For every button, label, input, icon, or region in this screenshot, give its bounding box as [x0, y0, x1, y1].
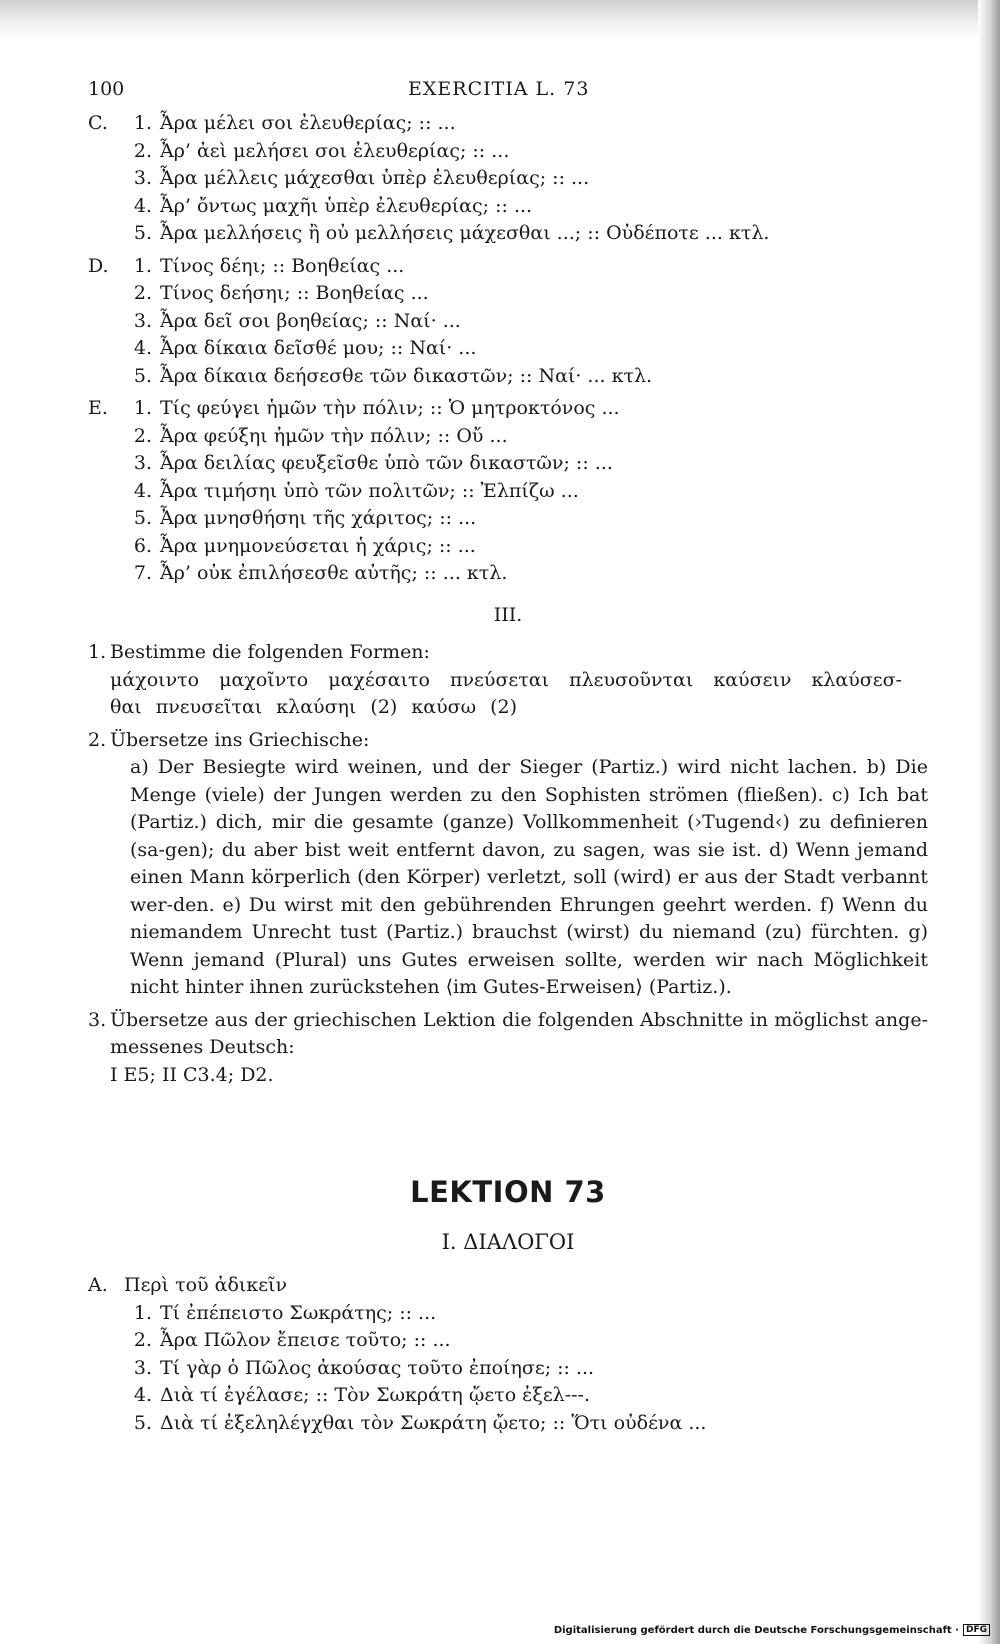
- item-number: 1.: [133, 254, 152, 277]
- exercise-number: 3.: [88, 1008, 107, 1031]
- item-text: Ἆρα μνημονεύσεται ἡ χάρις; :: ...: [160, 534, 476, 557]
- book-page: [88, 70, 928, 1437]
- item-number: 2.: [133, 282, 152, 304]
- dialog-line: [88, 1410, 928, 1438]
- exercise-line: [88, 193, 928, 221]
- item-text: Τίνος δεήσηι; :: Βοηθείας ...: [160, 282, 429, 304]
- exercise-line: [88, 220, 928, 248]
- exercise-line: [88, 363, 928, 391]
- exercise-line: [88, 450, 928, 478]
- dialog-line: [88, 1327, 928, 1355]
- group-label-spacer: [88, 450, 124, 478]
- item-text: Ἆρα μέλει σοι ἐλευθερίας; :: ...: [160, 112, 456, 134]
- item-text: Ἆρα μελλήσεις ἢ οὐ μελλήσεις μάχεσθαι ...; :: Οὐδέποτε ... κτλ.: [160, 222, 770, 244]
- item-number: 1.: [133, 397, 152, 419]
- item-text: Ἆρ’ οὐκ ἐπιλήσεσθε αὐτῆς; :: ... κτλ.: [160, 562, 508, 584]
- dialog-heading: I. ΔΙΑΛΟΓΟΙ: [441, 1229, 575, 1254]
- group-label-spacer: [88, 308, 124, 336]
- exercise-line: [88, 165, 928, 193]
- item-number: 6.: [133, 534, 152, 557]
- exercise-line: [88, 478, 928, 506]
- item-number: 4.: [133, 479, 152, 502]
- page-number: 100: [88, 78, 125, 100]
- dialog-line: [88, 1355, 928, 1383]
- item-number: 1.: [133, 112, 152, 134]
- exercise-line: [88, 423, 928, 451]
- item-number: 5.: [133, 1411, 152, 1434]
- item-text: Ἆρα τιμήσηι ὑπὸ τῶν πολιτῶν; :: Ἐλπίζω ...: [160, 479, 579, 502]
- item-text: Ἆρα Πῶλον ἔπεισε τοῦτο; :: ...: [160, 1329, 451, 1351]
- exercise-groups: [88, 110, 928, 588]
- dialog-group-header: [88, 1272, 928, 1300]
- item-number: 3.: [133, 1356, 152, 1379]
- dialog-line: [88, 1300, 928, 1328]
- item-number: 7.: [133, 562, 152, 584]
- group-label: C.: [88, 112, 108, 134]
- exercise-title: Bestimme die folgenden Formen:: [110, 641, 430, 663]
- item-text: Ἆρα δεῖ σοι βοηθείας; :: Ναί· ...: [160, 309, 461, 332]
- group-title: Περὶ τοῦ ἀδικεῖν: [124, 1274, 288, 1296]
- group-label: D.: [88, 254, 109, 277]
- group-label-spacer: [88, 193, 124, 221]
- running-title: EXERCITIA L. 73: [408, 78, 590, 100]
- item-text: Ἆρα μέλλεις μάχεσθαι ὑπὲρ ἐλευθερίας; :: ...: [160, 167, 590, 189]
- exercise-title: Übersetze ins Griechische:: [110, 728, 370, 751]
- group-label-spacer: [88, 560, 124, 588]
- item-text: Ἆρ’ ὄντως μαχῆι ὑπὲρ ἐλευθερίας; :: ...: [160, 194, 533, 217]
- dfg-logo: DFG: [963, 1624, 990, 1636]
- item-number: 4.: [133, 1384, 152, 1406]
- group-label-spacer: [88, 533, 124, 561]
- item-text: Ἆρα φεύξηι ἡμῶν τὴν πόλιν; :: Οὔ ...: [160, 424, 508, 447]
- exercise-line: [88, 280, 928, 308]
- item-number: 1.: [133, 1301, 152, 1324]
- dialog-items: [88, 1300, 928, 1438]
- item-text: Τίνος δέηι; :: Βοηθείας ...: [160, 254, 405, 277]
- group-label: E.: [88, 397, 108, 419]
- forms-line-1: μάχοιντο μαχοῖντο μαχέσαιτο πνεύσεται πλευσοῦνται καύσειν κλαύσεσ-: [110, 668, 902, 691]
- digitization-footer: [554, 1624, 990, 1636]
- group-label-spacer: [88, 280, 124, 308]
- item-number: 5.: [133, 222, 152, 244]
- exercise-2: [88, 727, 928, 1002]
- exercise-line: [88, 560, 928, 588]
- item-text: Διὰ τί ἐγέλασε; :: Τὸν Σωκράτη ᾤετο ἐξελ---.: [160, 1384, 591, 1406]
- item-number: 2.: [133, 139, 152, 162]
- running-header: [88, 70, 928, 110]
- group-label-spacer: [88, 423, 124, 451]
- exercise-line: [88, 335, 928, 363]
- group-label: A.: [88, 1274, 108, 1296]
- group-label-spacer: [88, 478, 124, 506]
- item-number: 3.: [133, 167, 152, 189]
- exercise-1: [88, 639, 928, 722]
- item-text: Τίς φεύγει ἡμῶν τὴν πόλιν; :: Ὁ μητροκτόνος ...: [160, 397, 620, 419]
- exercise-3: [88, 1007, 928, 1090]
- item-text: Ἆρα δειλίας φευξεῖσθε ὑπὸ τῶν δικαστῶν; :: ...: [160, 452, 613, 474]
- lesson-title: LEKTION 73: [410, 1175, 606, 1209]
- group-label-spacer: [88, 138, 124, 166]
- item-number: 5.: [133, 364, 152, 387]
- item-number: 3.: [133, 452, 152, 474]
- item-number: 2.: [133, 424, 152, 447]
- exercise-line: [88, 253, 928, 281]
- scan-edge-top: [0, 0, 1000, 40]
- exercise-title: Übersetze aus der griechischen Lektion die folgenden Abschnitte in möglichst ange-messenes Deutsch:: [110, 1008, 928, 1058]
- group-label-spacer: [88, 220, 124, 248]
- exercise-line: [88, 533, 928, 561]
- exercise-line: [88, 505, 928, 533]
- group-label-spacer: [88, 335, 124, 363]
- exercise-number: 1.: [88, 641, 107, 663]
- item-number: 5.: [133, 507, 152, 529]
- item-text: Ἆρα μνησθήσηι τῆς χάριτος; :: ...: [160, 507, 477, 529]
- dialog-line: [88, 1382, 928, 1410]
- item-number: 2.: [133, 1329, 152, 1351]
- item-text: Ἆρα δίκαια δεῖσθέ μου; :: Ναί· ...: [160, 337, 477, 359]
- exercise-line: [88, 110, 928, 138]
- exercise-line: [88, 308, 928, 336]
- exercise-line: [88, 138, 928, 166]
- scan-edge-right: [978, 0, 1000, 1644]
- group-label-spacer: [88, 165, 124, 193]
- section-heading-iii: III.: [493, 603, 523, 626]
- item-text: Διὰ τί ἐξεληλέγχθαι τὸν Σωκράτη ᾤετο; :: Ὅτι οὐδένα ...: [160, 1411, 707, 1434]
- item-text: Ἆρ’ ἀεὶ μελήσει σοι ἐλευθερίας; :: ...: [160, 139, 510, 162]
- group-label-spacer: [88, 505, 124, 533]
- item-text: Τί ἐπέπειστο Σωκράτης; :: ...: [160, 1301, 437, 1324]
- exercise-number: 2.: [88, 728, 107, 751]
- forms-line-2: θαι πνευσεῖται κλαύσηι (2) καύσω (2): [110, 696, 518, 718]
- exercise-list: [88, 639, 928, 1089]
- translation-sentences: a) Der Besiegte wird weinen, und der Sieger (Partiz.) wird nicht lachen. b) Die Menge (viele) der Jungen werden zu den Sophisten strömen (fließen). c) Ich bat (Partiz.) dich, mir die gesamte (ganze) Vollkommenheit (›Tugend‹) zu definieren (sa-gen); du aber bist weit entfernt davon, zu sagen, was sie ist. d) Wenn jemand einen Mann körperlich (den Körper) verletzt, soll (wird) er aus der Stadt verbannt wer-den. e) Du wirst mit den gebührenden Ehrungen geehrt werden. f) Wenn du niemandem Unrecht tust (Partiz.) brauchst (wirst) du niemand (zu) fürchten. g) Wenn jemand (Plural) uns Gutes erweisen sollte, werden wir nach Möglichkeit nicht hinter ihnen zurückstehen ⟨im Gutes-Erweisen⟩ (Partiz.).: [130, 756, 928, 998]
- section-references: I E5; II C3.4; D2.: [110, 1063, 274, 1086]
- item-text: Τί γὰρ ὁ Πῶλος ἀκούσας τοῦτο ἐποίησε; :: ...: [160, 1356, 595, 1379]
- item-number: 3.: [133, 309, 152, 332]
- group-label-spacer: [88, 363, 124, 391]
- item-number: 4.: [133, 337, 152, 359]
- footer-text: Digitalisierung gefördert durch die Deutsche Forschungsgemeinschaft ·: [553, 1624, 959, 1636]
- item-number: 4.: [133, 194, 152, 217]
- exercise-line: [88, 395, 928, 423]
- item-text: Ἆρα δίκαια δεήσεσθε τῶν δικαστῶν; :: Ναί· ... κτλ.: [160, 364, 653, 387]
